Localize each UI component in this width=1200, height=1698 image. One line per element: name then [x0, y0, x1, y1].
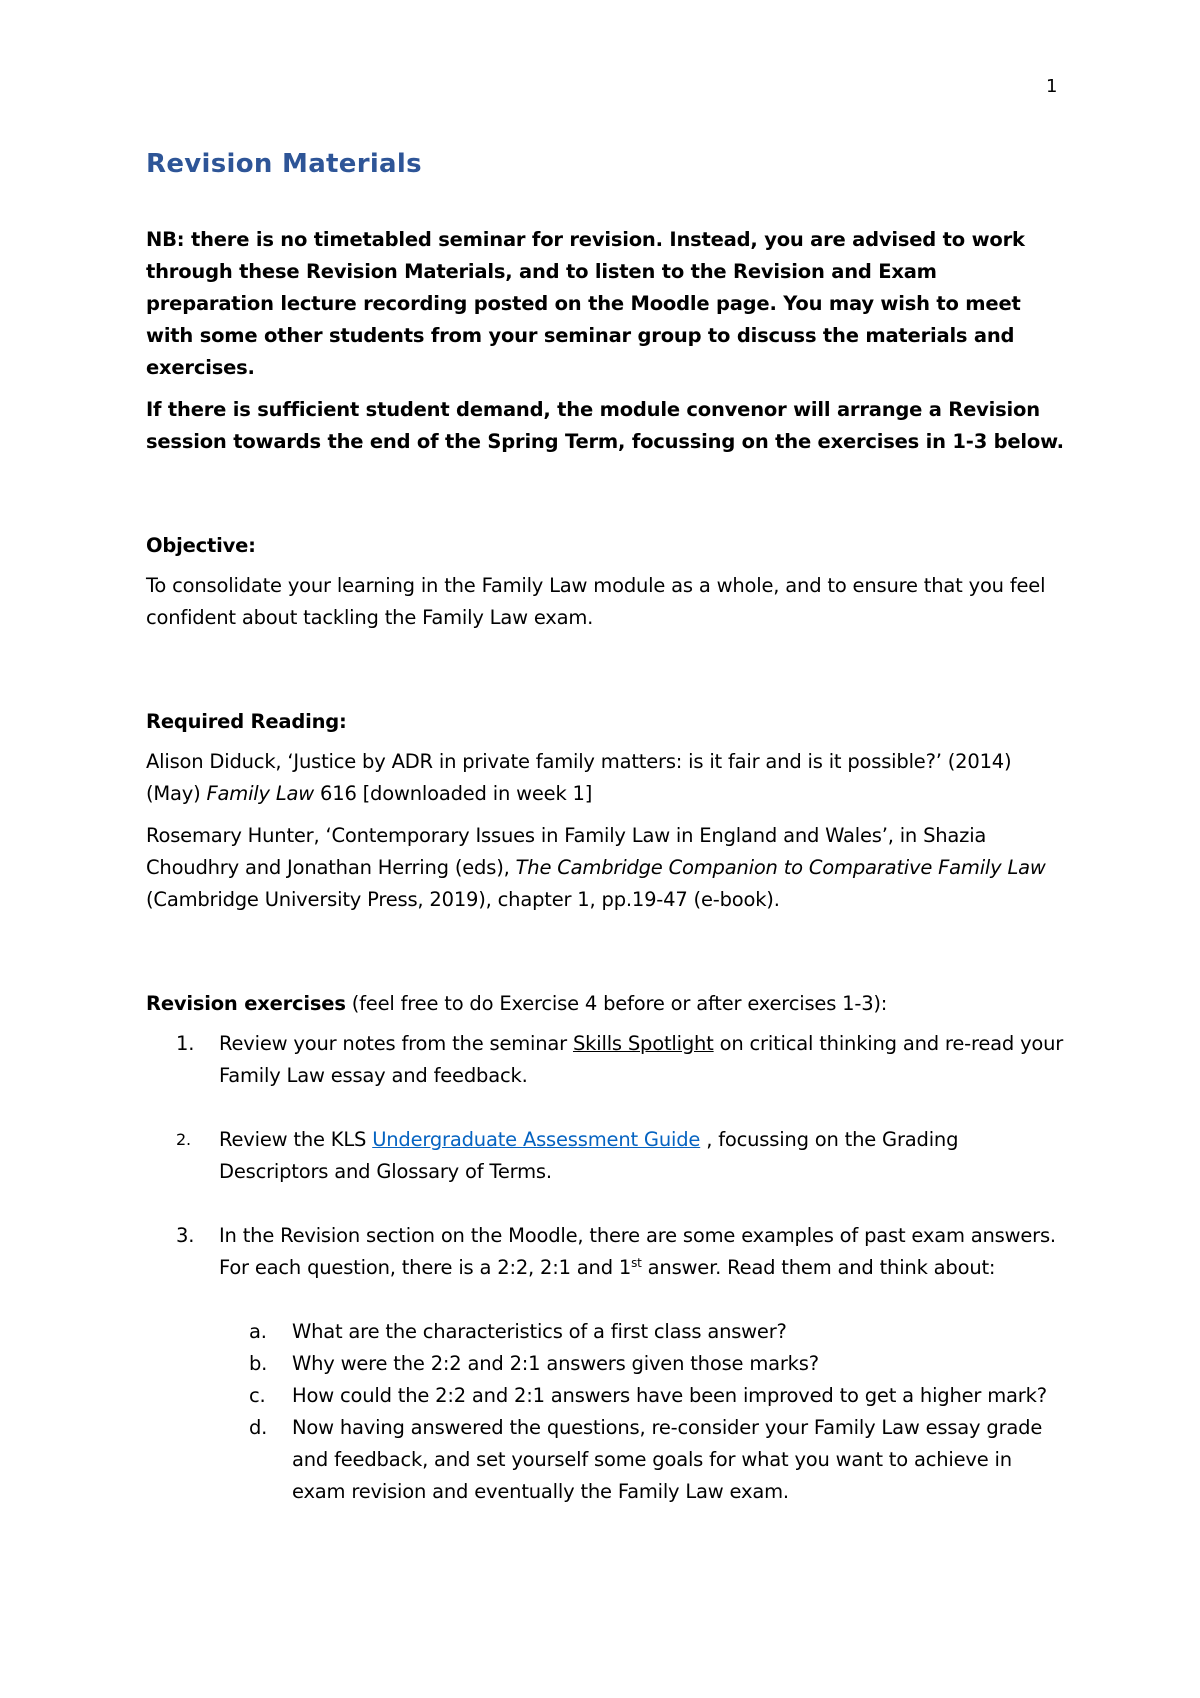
exercise-item-2 — [146, 1124, 1066, 1188]
exercise-3-pre: In the Revision section on the Moodle, there are some examples of past exam answers. For each question, there is a 2:2, 2:1 and 1 — [219, 1224, 1056, 1279]
sub-question-text: Now having answered the questions, re-consider your Family Law essay grade and feedback, and set yourself some goals for what you want to achieve in exam revision and eventually the Family Law exam. — [292, 1416, 1043, 1503]
ref-1-journal: Family Law — [206, 782, 315, 805]
sub-question-b — [219, 1348, 1066, 1380]
exercise-2-pre: Review the KLS — [219, 1128, 373, 1151]
skills-spotlight-text: Skills Spotlight — [572, 1032, 714, 1055]
reading-heading: Required Reading: — [146, 710, 347, 733]
exercise-1-pre: Review your notes from the seminar — [219, 1032, 573, 1055]
sub-question-text: Why were the 2:2 and 2:1 answers given those marks? — [292, 1352, 819, 1375]
sub-question-letter: c. — [249, 1384, 266, 1407]
objective-text: To consolidate your learning in the Family Law module as a whole, and to ensure that you feel confident about tackling the Family Law exam. — [146, 574, 1046, 629]
ref-2-book: The Cambridge Companion to Comparative Family Law — [515, 856, 1046, 879]
exercise-item-1 — [146, 1028, 1066, 1092]
exercises-heading: Revision exercises — [146, 992, 346, 1015]
reading-ref-2 — [146, 820, 1066, 916]
superscript-st: st — [631, 1256, 642, 1270]
exercise-1-post: on critical thinking and re-read your Family Law essay and feedback. — [219, 1032, 1064, 1087]
sub-question-letter: b. — [249, 1352, 268, 1375]
page-title: Revision Materials — [146, 149, 422, 179]
exercise-list — [146, 1028, 1066, 1508]
sub-question-d — [219, 1412, 1066, 1508]
exercise-number: 1. — [176, 1032, 195, 1055]
sub-question-text: What are the characteristics of a first class answer? — [292, 1320, 787, 1343]
page-number: 1 — [1046, 76, 1058, 97]
sub-question-letter: a. — [249, 1320, 267, 1343]
demand-paragraph: If there is sufficient student demand, the module convenor will arrange a Revision session towards the end of the Spring Term, focussing on the exercises in 1-3 below. — [146, 398, 1064, 453]
sub-question-list — [219, 1316, 1066, 1508]
assessment-guide-link[interactable]: Undergraduate Assessment Guide — [372, 1128, 701, 1151]
objective-heading: Objective: — [146, 534, 256, 557]
sub-question-letter: d. — [249, 1416, 268, 1439]
exercises-heading-note: (feel free to do Exercise 4 before or after exercises 1-3): — [345, 992, 888, 1015]
nb-paragraph: NB: there is no timetabled seminar for revision. Instead, you are advised to work through these Revision Materials, and to listen to the Revision and Exam preparation lecture recording posted on the Moodle page. You may wish to meet with some other students from your seminar group to discuss the materials and exercises. — [146, 228, 1025, 379]
ref-2-post: (Cambridge University Press, 2019), chapter 1, pp.19-47 (e-book). — [146, 888, 780, 911]
exercise-3-post: answer. Read them and think about: — [641, 1256, 996, 1279]
exercise-number: 3. — [176, 1224, 195, 1247]
ref-1-pre: Alison Diduck, ‘Justice by ADR in private family matters: is it fair and is it possible?’ (2014) (May) — [146, 750, 1012, 805]
document-body — [146, 146, 1066, 1508]
exercises-heading-line — [146, 988, 1066, 1020]
sub-question-a — [219, 1316, 1066, 1348]
reading-ref-1 — [146, 746, 1066, 810]
ref-2-pre: Rosemary Hunter, ‘Contemporary Issues in Family Law in England and Wales’, in Shazia Choudhry and Jonathan Herring (eds), — [146, 824, 987, 879]
sub-question-c — [219, 1380, 1066, 1412]
sub-question-text: How could the 2:2 and 2:1 answers have been improved to get a higher mark? — [292, 1384, 1047, 1407]
exercise-2-post: , focussing on the Grading Descriptors and Glossary of Terms. — [219, 1128, 959, 1183]
exercise-item-3 — [146, 1220, 1066, 1508]
exercise-number: 2. — [176, 1130, 191, 1149]
ref-1-post: 616 [downloaded in week 1] — [314, 782, 593, 805]
